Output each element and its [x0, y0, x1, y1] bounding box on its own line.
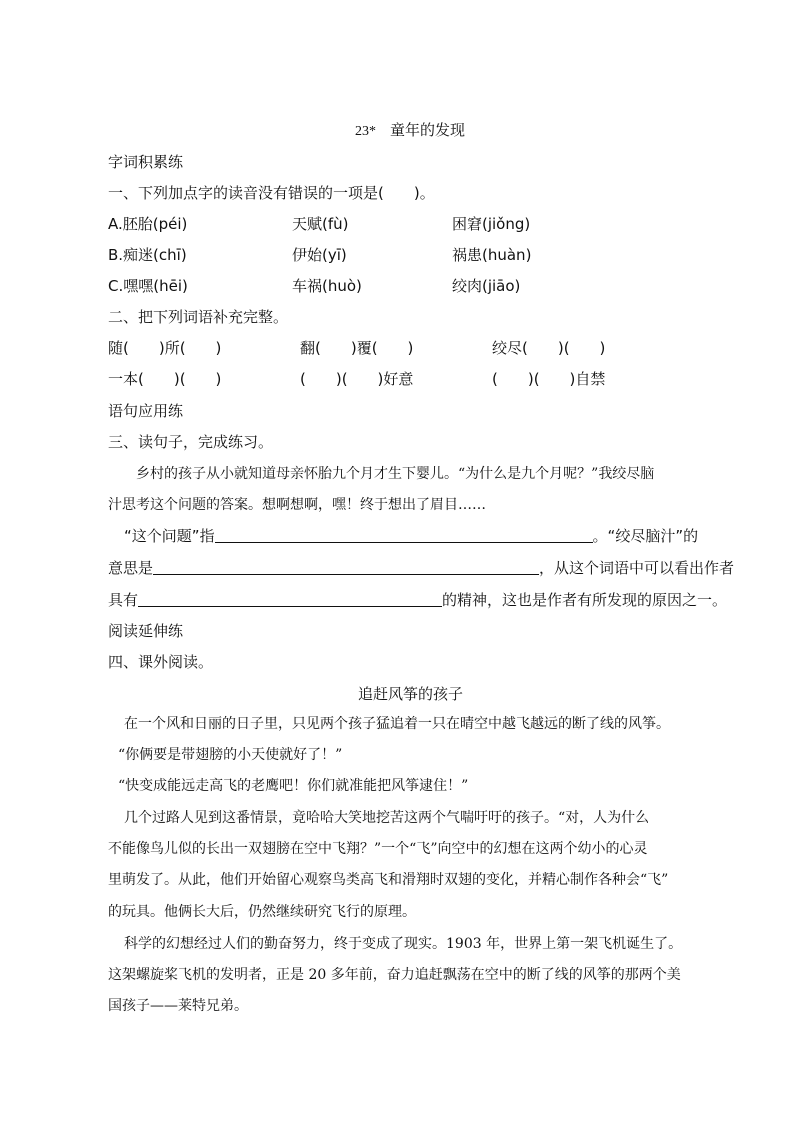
passage-line-2: 汁思考这个问题的答案。想啊想啊，嘿！终于想出了眉目…… [108, 497, 486, 513]
story-line-7: 的玩具。他俩长大后，仍然继续研究飞行的原理。 [108, 904, 416, 920]
fill-1-suffix: 。“绞尽脑汁”的 [592, 527, 699, 545]
option-c-3: 绞肉(jiāo) [452, 277, 521, 295]
fill-line-2 [108, 558, 734, 578]
story-line-2: “你俩要是带翅膀的小天使就好了！” [118, 747, 343, 763]
question-4: 四、课外阅读。 [108, 653, 214, 671]
option-c-1: C.嘿嘿(hēi) [108, 277, 188, 295]
story-line-5: 不能像鸟儿似的长出一双翅膀在空中飞翔？”一个“飞”向空中的幻想在这两个幼小的心灵 [108, 841, 648, 857]
story-line-3: “快变成能远走高飞的老鹰吧！你们就准能把风筝逮住！” [118, 778, 469, 794]
story-line-1: 在一个风和日丽的日子里，只见两个孩子猛追着一只在晴空中越飞越远的断了线的风筝。 [124, 716, 670, 732]
word-fill-3: 绞尽( )( ) [492, 339, 606, 357]
word-fill-4: 一本( )( ) [108, 370, 222, 388]
story-title: 追赶风筝的孩子 [358, 685, 464, 703]
answer-blank-1[interactable] [215, 526, 593, 543]
option-b-2: 伊始(yī) [292, 246, 347, 264]
fill-1-prefix: “这个问题”指 [124, 527, 215, 545]
section-heading-reading: 阅读延伸练 [108, 622, 184, 640]
option-c-2: 车祸(huò) [292, 277, 362, 295]
lesson-number: 23* [355, 124, 376, 139]
story-line-6: 里萌发了。从此，他们开始留心观察鸟类高飞和滑翔时双翅的变化，并精心制作各种会“飞” [108, 872, 669, 888]
answer-blank-2[interactable] [153, 558, 539, 575]
option-b-3: 祸患(huàn) [452, 246, 532, 264]
fill-3-suffix: 的精神，这也是作者有所发现的原因之一。 [442, 591, 728, 609]
answer-blank-3[interactable] [138, 590, 442, 607]
word-fill-1: 随( )所( ) [108, 339, 222, 357]
story-line-10: 国孩子——莱特兄弟。 [108, 998, 248, 1014]
option-a-1: A.胚胎(péi) [108, 215, 188, 233]
question-1: 一、下列加点字的读音没有错误的一项是( )。 [108, 184, 435, 202]
lesson-title-text: 童年的发现 [390, 121, 466, 139]
option-a-3: 困窘(jiǒng) [452, 215, 531, 233]
story-line-9: 这架螺旋桨飞机的发明者，正是 20 多年前，奋力追赶飘荡在空中的断了线的风筝的那两个美 [108, 967, 681, 983]
fill-2-suffix: ，从这个词语中可以看出作者 [539, 559, 735, 577]
section-heading-sentence: 语句应用练 [108, 402, 184, 420]
option-b-1: B.痴迷(chī) [108, 246, 187, 264]
option-a-2: 天赋(fù) [292, 215, 349, 233]
fill-line-1 [124, 526, 698, 546]
word-fill-5: ( )( )好意 [300, 370, 414, 388]
section-heading-vocab: 字词积累练 [108, 153, 184, 171]
fill-2-prefix: 意思是 [108, 559, 154, 577]
word-fill-6: ( )( )自禁 [492, 370, 606, 388]
story-line-4: 几个过路人见到这番情景，竟哈哈大笑地挖苦这两个气喘吁吁的孩子。“对，人为什么 [124, 810, 650, 826]
word-fill-2: 翻( )覆( ) [300, 339, 414, 357]
lesson-title [355, 120, 465, 142]
story-line-8: 科学的幻想经过人们的勤奋努力，终于变成了现实。1903 年，世界上第一架飞机诞生了。 [124, 936, 683, 952]
fill-3-prefix: 具有 [108, 591, 139, 609]
question-3: 三、读句子，完成练习。 [108, 433, 274, 451]
question-2: 二、把下列词语补充完整。 [108, 308, 289, 326]
passage-line-1: 乡村的孩子从小就知道母亲怀胎九个月才生下婴儿。“为什么是九个月呢？”我绞尽脑 [136, 466, 655, 482]
fill-line-3 [108, 590, 727, 610]
